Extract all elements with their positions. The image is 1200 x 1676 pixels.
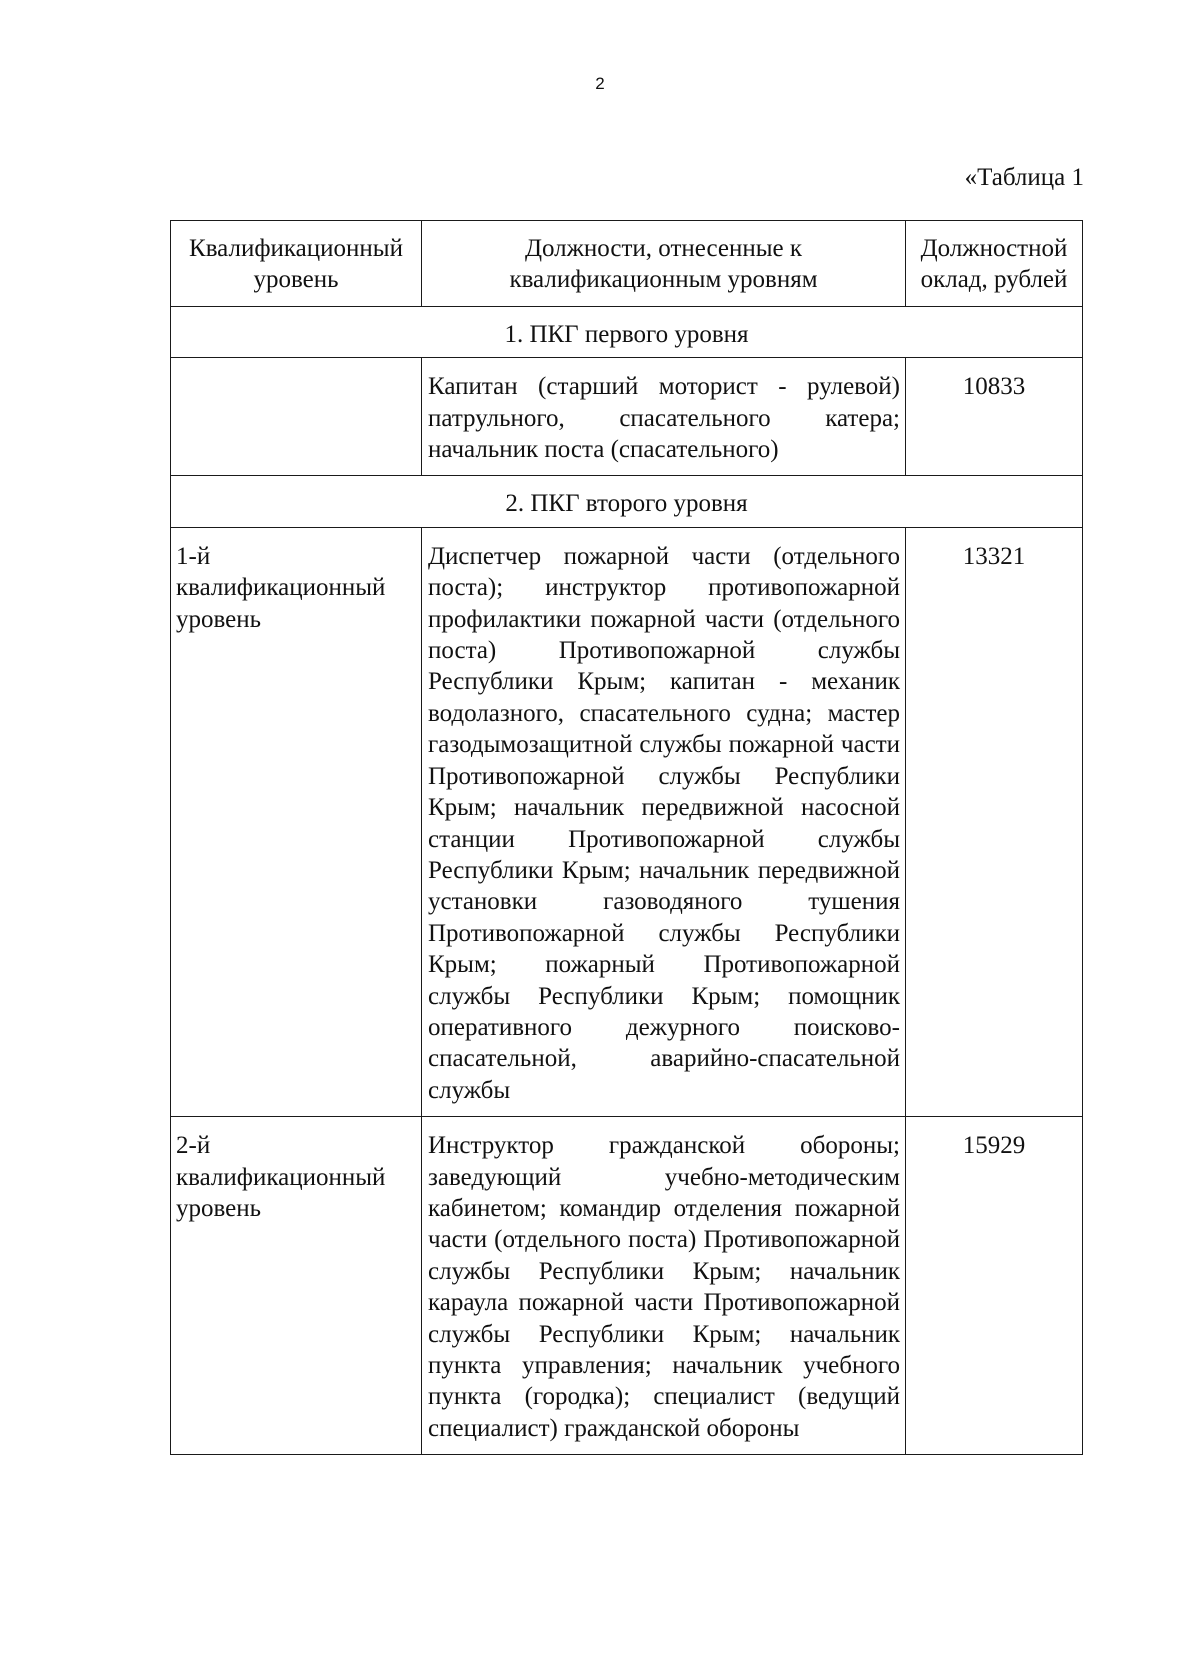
table-row — [171, 1117, 1083, 1455]
header-qualification-level-line2: уровень — [253, 266, 339, 294]
level-cell: 1-й квалификационный уровень — [171, 527, 422, 1116]
salary-table — [170, 220, 1083, 1455]
header-salary — [906, 221, 1083, 307]
header-salary-line1: Должностной — [920, 235, 1068, 262]
header-positions-line2: квалификационным уровням — [509, 266, 818, 294]
group-title-first-level: 1. ПКГ первого уровня — [171, 306, 1083, 357]
page-number: 2 — [595, 74, 605, 93]
level-cell-empty — [171, 358, 422, 476]
table-caption: «Таблица 1 — [964, 164, 1084, 191]
salary-cell: 15929 — [906, 1117, 1083, 1455]
header-positions — [422, 221, 906, 307]
header-positions-line1: Должности, отнесенные к — [524, 235, 803, 262]
positions-cell: Инструктор гражданской обороны; заведующий учебно-методическим кабинетом; командир отделения пожарной части (отдельного поста) Противопожарной службы Республики Крым; начальник караула пожарной части Противопожарной службы Республики Крым; начальник пункта управления; начальник учебного пункта (городка); специалист (ведущий специалист) гражданской обороны — [422, 1117, 906, 1455]
group-title-second-level: 2. ПКГ второго уровня — [171, 476, 1083, 527]
group-row-first-level — [171, 306, 1083, 357]
table-row — [171, 358, 1083, 476]
positions-cell: Диспетчер пожарной части (отдельного поста); инструктор противопожарной профилактики пожарной части (отдельного поста) Противопожарной службы Республики Крым; капитан - механик водолазного, спасательного судна; мастер газодымозащитной службы пожарной части Противопожарной службы Республики Крым; начальник передвижной насосной станции Противопожарной службы Республики Крым; начальник передвижной установки газоводяного тушения Противопожарной службы Республики Крым; пожарный Противопожарной службы Республики Крым; помощник оперативного дежурного поисково-спасательной, аварийно-спасательной службы — [422, 527, 906, 1116]
salary-cell: 13321 — [906, 527, 1083, 1116]
header-salary-line2: оклад, рублей — [920, 266, 1068, 294]
level-cell: 2-й квалификационный уровень — [171, 1117, 422, 1455]
positions-cell: Капитан (старший моторист - рулевой) патрульного, спасательного катера; начальник поста (спасательного) — [422, 358, 906, 476]
group-row-second-level — [171, 476, 1083, 527]
header-qualification-level — [171, 221, 422, 307]
table-row — [171, 527, 1083, 1116]
salary-cell: 10833 — [906, 358, 1083, 476]
table-header-row — [171, 221, 1083, 307]
header-qualification-level-line1: Квалификационный — [189, 235, 403, 262]
